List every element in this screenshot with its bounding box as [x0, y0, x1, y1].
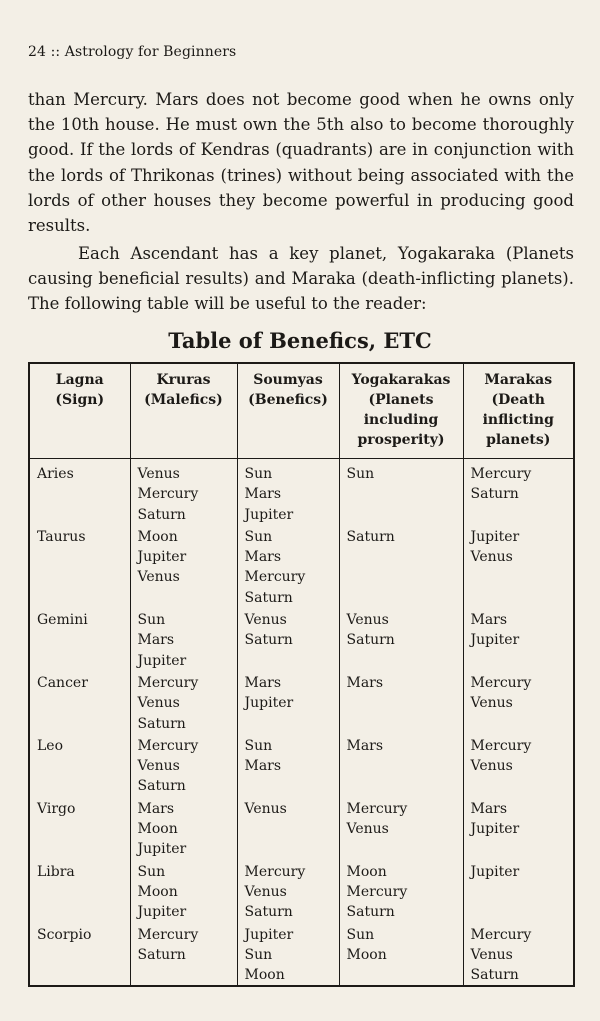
cell-line: Jupiter: [470, 528, 520, 545]
header-yogakarakas: Yogakarakas (Planets including prosperity): [339, 363, 463, 459]
cell-lagna: [29, 923, 130, 987]
cell-line: Sun: [137, 863, 166, 880]
cell-line: Mars: [244, 674, 282, 691]
cell-line: Venus: [244, 612, 287, 629]
cell-yogakarakas: [339, 525, 463, 608]
cell-line: Mercury: [346, 800, 408, 817]
cell-line: Saturn: [470, 967, 519, 984]
running-head: 24 :: Astrology for Beginners: [28, 44, 237, 60]
table-row: [29, 734, 574, 797]
cell-line: Mars: [244, 486, 282, 503]
cell-line: Mercury: [137, 486, 199, 503]
table-title: Table of Benefics, ETC: [168, 328, 432, 353]
paragraph-1: than Mercury. Mars does not become good when he owns only the 10th house. He must own the 5th also to become thoroughly good. If the lords of Kendras (quadrants) are in conjunction with the lords of Thrikonas (trines) without being associated with the lords of other houses they become powerful in producing good results.: [28, 90, 574, 236]
header-lagna: Lagna (Sign): [29, 363, 130, 459]
cell-line: Mercury: [470, 466, 532, 482]
table-row: [29, 797, 574, 860]
cell-line: Sun: [244, 466, 273, 482]
cell-lagna: [29, 608, 130, 671]
table-row: [29, 608, 574, 671]
cell-line: Venus: [470, 549, 513, 566]
cell-line: Mercury: [137, 926, 199, 943]
table-row: [29, 923, 574, 987]
cell-lagna: [29, 860, 130, 923]
benefics-table: [28, 362, 575, 987]
cell-soumyas: [237, 734, 339, 797]
cell-line: Mars: [346, 737, 384, 754]
cell-soumyas: [237, 608, 339, 671]
cell-line: Moon: [137, 883, 178, 900]
cell-marakas: [463, 923, 574, 987]
cell-line: Venus: [137, 569, 180, 586]
cell-line: Venus: [346, 612, 389, 629]
cell-line: Mercury: [470, 737, 532, 754]
cell-line: Saturn: [137, 946, 186, 963]
cell-lagna: [29, 459, 130, 525]
cell-kruras: [130, 608, 237, 671]
cell-line: Sun: [346, 926, 375, 943]
cell-kruras: [130, 797, 237, 860]
cell-line: Sun: [244, 528, 273, 545]
cell-line: Jupiter: [137, 652, 187, 669]
cell-line: Mercury: [137, 737, 199, 754]
table-row: [29, 459, 574, 525]
cell-line: Moon: [346, 946, 387, 963]
header-marakas: Marakas (Death inflicting planets): [463, 363, 574, 459]
cell-lagna: [29, 525, 130, 608]
cell-line: Libra: [37, 863, 75, 880]
cell-line: Gemini: [37, 612, 88, 629]
cell-line: Venus: [470, 946, 513, 963]
cell-line: Sun: [244, 946, 273, 963]
table-row: [29, 671, 574, 734]
cell-line: Saturn: [244, 632, 293, 649]
cell-line: Jupiter: [137, 841, 187, 858]
cell-kruras: [130, 671, 237, 734]
cell-line: Jupiter: [244, 506, 294, 523]
cell-line: Leo: [37, 737, 64, 754]
cell-soumyas: [237, 923, 339, 987]
cell-line: Saturn: [346, 904, 395, 921]
cell-soumyas: [237, 459, 339, 525]
cell-line: Saturn: [346, 632, 395, 649]
table-row: [29, 525, 574, 608]
cell-kruras: [130, 459, 237, 525]
cell-line: Saturn: [244, 589, 293, 606]
cell-line: Mercury: [244, 569, 306, 586]
cell-line: Venus: [137, 466, 180, 482]
cell-line: Moon: [137, 821, 178, 838]
cell-line: Scorpio: [37, 926, 92, 943]
cell-line: Virgo: [37, 800, 76, 817]
cell-yogakarakas: [339, 797, 463, 860]
cell-yogakarakas: [339, 734, 463, 797]
cell-line: Saturn: [244, 904, 293, 921]
cell-lagna: [29, 797, 130, 860]
cell-marakas: [463, 525, 574, 608]
cell-line: Jupiter: [137, 904, 187, 921]
cell-soumyas: [237, 860, 339, 923]
cell-lagna: [29, 671, 130, 734]
cell-soumyas: [237, 797, 339, 860]
cell-line: Mercury: [244, 863, 306, 880]
cell-line: Taurus: [37, 528, 86, 545]
cell-yogakarakas: [339, 860, 463, 923]
cell-line: Mars: [137, 800, 175, 817]
table-header-row: [29, 363, 574, 459]
cell-line: Mercury: [137, 674, 199, 691]
cell-line: Venus: [470, 758, 513, 775]
cell-line: Aries: [37, 466, 74, 482]
cell-line: Sun: [244, 737, 273, 754]
cell-line: Saturn: [137, 715, 186, 732]
cell-kruras: [130, 734, 237, 797]
paragraph-2: Each Ascendant has a key planet, Yogakaraka (Planets causing beneficial results) and Maraka (death-inflicting planets). The following table will be useful to the reader:: [28, 244, 574, 314]
cell-marakas: [463, 734, 574, 797]
cell-line: Venus: [244, 800, 287, 817]
cell-line: Venus: [137, 758, 180, 775]
cell-lagna: [29, 734, 130, 797]
cell-line: Venus: [137, 695, 180, 712]
cell-marakas: [463, 797, 574, 860]
cell-line: Sun: [137, 612, 166, 629]
cell-line: Jupiter: [137, 549, 187, 566]
cell-line: Venus: [346, 821, 389, 838]
cell-soumyas: [237, 671, 339, 734]
cell-line: Saturn: [137, 506, 186, 523]
cell-marakas: [463, 671, 574, 734]
cell-line: Mars: [470, 800, 508, 817]
cell-marakas: [463, 608, 574, 671]
cell-line: Mercury: [346, 883, 408, 900]
cell-line: Jupiter: [244, 926, 294, 943]
cell-line: Cancer: [37, 674, 88, 691]
header-soumyas: Soumyas (Benefics): [237, 363, 339, 459]
cell-yogakarakas: [339, 671, 463, 734]
cell-line: Mars: [346, 674, 384, 691]
cell-kruras: [130, 923, 237, 987]
cell-line: Venus: [470, 695, 513, 712]
cell-line: Moon: [244, 967, 285, 984]
cell-yogakarakas: [339, 608, 463, 671]
cell-line: Saturn: [137, 778, 186, 795]
cell-line: Jupiter: [244, 695, 294, 712]
cell-kruras: [130, 860, 237, 923]
cell-line: Venus: [244, 883, 287, 900]
cell-line: Jupiter: [470, 863, 520, 880]
cell-line: Mars: [470, 612, 508, 629]
cell-line: Mars: [137, 632, 175, 649]
cell-yogakarakas: [339, 923, 463, 987]
cell-marakas: [463, 860, 574, 923]
cell-kruras: [130, 525, 237, 608]
cell-line: Jupiter: [470, 632, 520, 649]
header-kruras: Kruras (Malefics): [130, 363, 237, 459]
cell-line: Saturn: [346, 528, 395, 545]
cell-line: Jupiter: [470, 821, 520, 838]
cell-line: Mars: [244, 549, 282, 566]
table-row: [29, 860, 574, 923]
cell-marakas: [463, 459, 574, 525]
cell-line: Moon: [137, 528, 178, 545]
cell-line: Moon: [346, 863, 387, 880]
cell-yogakarakas: [339, 459, 463, 525]
cell-line: Saturn: [470, 486, 519, 503]
cell-line: Mercury: [470, 674, 532, 691]
table-body: [29, 459, 574, 987]
cell-line: Sun: [346, 466, 375, 482]
cell-line: Mercury: [470, 926, 532, 943]
cell-soumyas: [237, 525, 339, 608]
cell-line: Mars: [244, 758, 282, 775]
